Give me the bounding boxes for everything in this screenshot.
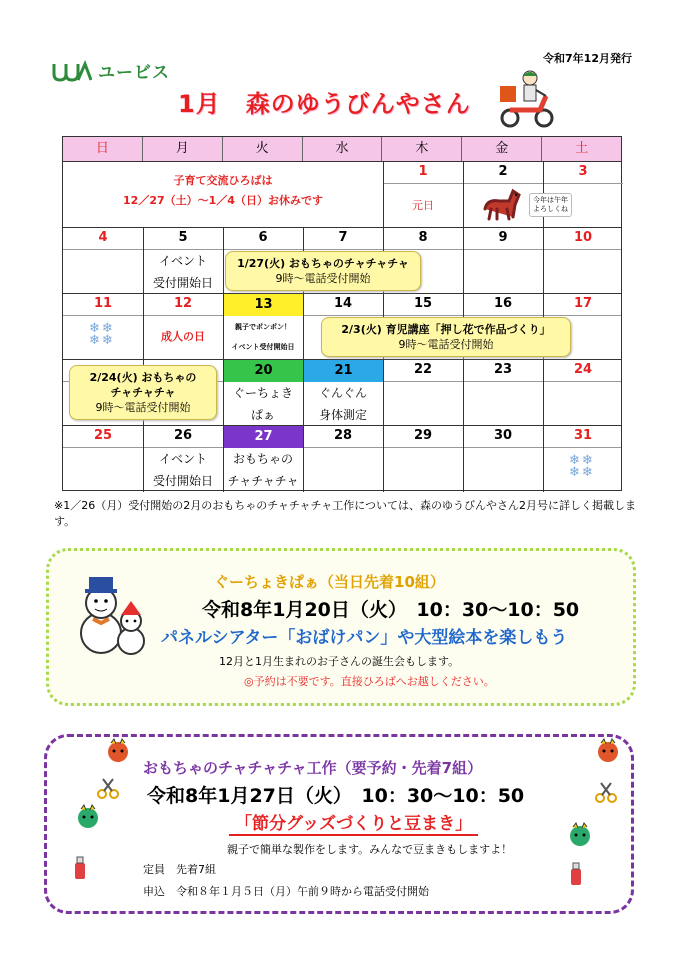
greeting-line2: よろしくね bbox=[533, 205, 568, 213]
day-number: 2 bbox=[498, 164, 508, 179]
day-number: 13 bbox=[224, 294, 303, 316]
oni-mask-icon bbox=[567, 821, 593, 847]
event1-date: 令和8年1月20日（火） 10：30～10：50 bbox=[202, 599, 580, 621]
day-number: 29 bbox=[413, 428, 433, 443]
weekday-mon: 月 bbox=[143, 137, 223, 161]
callout-bubble bbox=[321, 317, 571, 357]
event-line: チャチャチャ bbox=[227, 474, 299, 488]
logo bbox=[52, 58, 170, 83]
callout-line: 2/3(火) 育児講座「押し花で作品づくり」 bbox=[341, 323, 551, 336]
day-number: 7 bbox=[338, 230, 348, 245]
event1-program: パネルシアター「おばけパン」や大型絵本を楽しもう bbox=[161, 628, 568, 648]
event2-desc: 親子で簡単な製作をします。みんなで豆まきもしますよ！ bbox=[227, 843, 513, 856]
snowflake-icon: ❄❄ ❄❄ bbox=[89, 321, 115, 348]
callout-line: チャチャチャ bbox=[110, 386, 176, 399]
event2-date: 令和8年1月27日（火） 10：30～10：50 bbox=[147, 785, 525, 807]
calendar bbox=[62, 136, 622, 491]
day-number: 1 bbox=[418, 164, 428, 179]
weekday-tue: 火 bbox=[223, 137, 303, 161]
oni-mask-icon bbox=[595, 737, 621, 763]
event-line: ぱぁ bbox=[250, 408, 275, 422]
day-number: 26 bbox=[173, 428, 193, 443]
weekday-fri: 金 bbox=[462, 137, 542, 161]
scissors-icon bbox=[595, 781, 617, 803]
callout-bubble bbox=[225, 251, 421, 291]
day-number: 8 bbox=[418, 230, 428, 245]
event1-note: ◎予約は不要です。直接ひろばへお越しください。 bbox=[244, 675, 495, 688]
day-number: 24 bbox=[573, 362, 593, 377]
glue-icon bbox=[69, 855, 91, 881]
callout-line: 2/24(火) おもちゃの bbox=[89, 371, 197, 384]
event2-capacity: 定員 先着7組 bbox=[143, 863, 216, 876]
day-number: 31 bbox=[573, 428, 593, 443]
day-number: 28 bbox=[333, 428, 353, 443]
day-number: 5 bbox=[178, 230, 188, 245]
grid-line bbox=[383, 183, 623, 184]
scissors-icon bbox=[97, 777, 119, 799]
closure-notice-line1: 子育て交流ひろばは bbox=[173, 174, 273, 187]
day-number: 20 bbox=[224, 360, 303, 382]
day-number: 16 bbox=[493, 296, 513, 311]
event-gu-choki-pa-box bbox=[46, 548, 636, 706]
day-number: 21 bbox=[304, 360, 383, 382]
event-toy-craft-box bbox=[44, 734, 634, 914]
event-line: イベント受付開始日 bbox=[231, 343, 295, 351]
weekday-thu: 木 bbox=[382, 137, 462, 161]
weekday-wed: 水 bbox=[303, 137, 383, 161]
day-number: 23 bbox=[493, 362, 513, 377]
day-number: 22 bbox=[413, 362, 433, 377]
page-title: 1月 森のゆうびんやさん bbox=[178, 90, 471, 118]
footnote: ※1／26（月）受付開始の2月のおもちゃのチャチャチャ工作については、森のゆうびんやさん2月号に詳しく掲載します。 bbox=[54, 499, 636, 528]
callout-line: 9時～電話受付開始 bbox=[95, 401, 191, 414]
day-number: 15 bbox=[413, 296, 433, 311]
snowflake-icon: ❄❄ ❄❄ bbox=[569, 453, 595, 480]
day-number: 17 bbox=[573, 296, 593, 311]
event-line: イベント bbox=[158, 254, 207, 268]
event-toy-craft bbox=[223, 448, 303, 492]
closure-notice-line2: 12／27（土）～1／4（日）お休みです bbox=[123, 194, 323, 207]
day-number: 12 bbox=[173, 296, 193, 311]
event-line: 親子でポンポン！ bbox=[235, 323, 291, 331]
weekday-header bbox=[63, 137, 621, 161]
callout-bubble bbox=[69, 365, 217, 420]
event2-program: 「節分グッズづくりと豆まき」 bbox=[229, 809, 478, 836]
greeting-card bbox=[529, 193, 572, 217]
coming-of-age-day: 成人の日 bbox=[161, 330, 205, 343]
event-line: おもちゃの bbox=[232, 452, 293, 466]
closure-notice bbox=[63, 171, 383, 211]
event-line: 受付開始日 bbox=[152, 276, 213, 290]
event-reception-start bbox=[143, 250, 223, 294]
event-body-measurement bbox=[303, 382, 383, 426]
horse-icon bbox=[479, 187, 523, 223]
day-number: 6 bbox=[258, 230, 268, 245]
day-number: 9 bbox=[498, 230, 508, 245]
day-number: 10 bbox=[573, 230, 593, 245]
weekday-sun: 日 bbox=[63, 137, 143, 161]
day-number: 4 bbox=[98, 230, 108, 245]
event-pompon bbox=[223, 317, 303, 357]
callout-line: 9時～電話受付開始 bbox=[398, 338, 494, 351]
event-line: ぐーちょき bbox=[232, 386, 293, 400]
day-number: 3 bbox=[578, 164, 588, 179]
day-number: 11 bbox=[93, 296, 113, 311]
snowman-icon bbox=[71, 571, 151, 661]
oni-mask-icon bbox=[105, 737, 131, 763]
callout-line: 9時～電話受付開始 bbox=[275, 272, 371, 285]
callout-line: 1/27(火) おもちゃのチャチャチャ bbox=[237, 257, 409, 270]
weekday-sat: 土 bbox=[575, 141, 589, 156]
day-number: 27 bbox=[224, 426, 303, 448]
event-line: イベント bbox=[158, 452, 207, 466]
day-number: 25 bbox=[93, 428, 113, 443]
event-reception-start bbox=[143, 448, 223, 492]
glue-icon bbox=[565, 861, 587, 887]
day-number: 14 bbox=[333, 296, 353, 311]
grid-line bbox=[63, 315, 621, 316]
logo-text: ユービス bbox=[98, 63, 170, 83]
greeting-line1: 今年は午年 bbox=[533, 196, 568, 204]
event2-apply: 申込 令和８年１月５日（月）午前９時から電話受付開始 bbox=[143, 885, 429, 898]
issue-date: 令和7年12月発行 bbox=[543, 52, 632, 65]
event-line: ぐんぐん bbox=[318, 386, 367, 400]
postman-on-scooter-icon bbox=[496, 66, 556, 128]
event-gu-choki-pa bbox=[223, 382, 303, 426]
oni-mask-icon bbox=[75, 803, 101, 829]
ubis-logo-icon bbox=[52, 60, 92, 82]
event1-desc: 12月と1月生まれのお子さんの誕生会もします。 bbox=[219, 655, 460, 668]
event1-title: ぐーちょきぱぁ（当日先着10組） bbox=[214, 573, 445, 591]
holiday-new-year: 元日 bbox=[412, 199, 434, 212]
event2-title: おもちゃのチャチャチャ工作（要予約・先着7組） bbox=[143, 759, 483, 777]
day-number: 30 bbox=[493, 428, 513, 443]
event-line: 受付開始日 bbox=[152, 474, 213, 488]
event-line: 身体測定 bbox=[318, 408, 367, 422]
